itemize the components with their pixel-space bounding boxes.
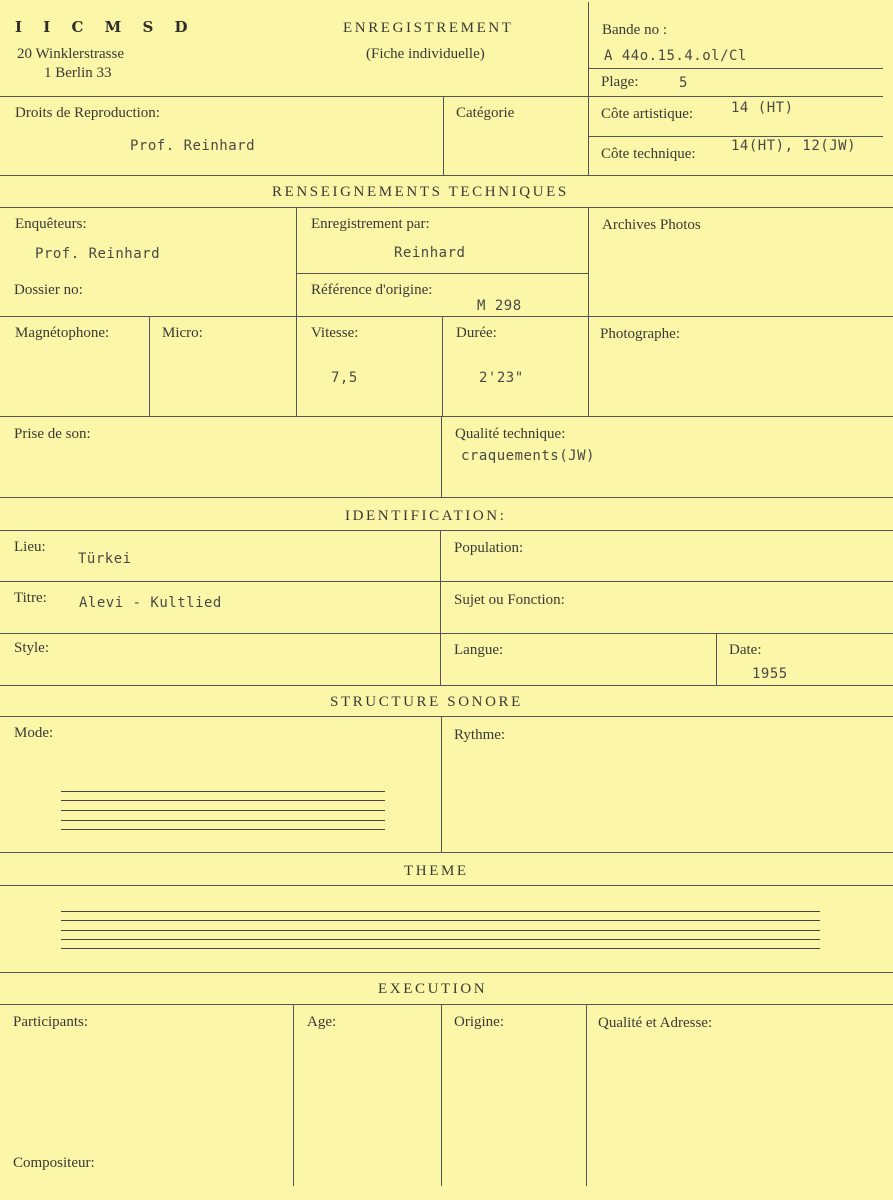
section-title-theme: THEME	[404, 863, 469, 879]
divider	[443, 96, 444, 175]
section-title-technical: RENSEIGNEMENTS TECHNIQUES	[272, 184, 569, 200]
cote-technique-label: Côte technique:	[601, 146, 696, 162]
qualite-technique-label: Qualité technique:	[455, 426, 566, 442]
divider	[0, 1004, 893, 1005]
staff-line	[61, 810, 385, 811]
style-label: Style:	[14, 640, 50, 656]
divider	[0, 852, 893, 853]
staff-line	[61, 829, 385, 830]
vitesse-label: Vitesse:	[311, 325, 359, 341]
divider	[441, 1004, 442, 1186]
divider	[149, 316, 150, 417]
divider	[442, 316, 443, 417]
section-title-structure: STRUCTURE SONORE	[330, 694, 523, 710]
staff-line	[61, 920, 820, 921]
micro-label: Micro:	[162, 325, 203, 341]
divider	[0, 972, 893, 973]
archives-photos-label: Archives Photos	[602, 217, 701, 233]
divider	[588, 136, 883, 137]
mode-label: Mode:	[14, 725, 54, 741]
duree-value: 2'23"	[479, 370, 524, 386]
vitesse-value: 7,5	[331, 370, 358, 386]
divider	[296, 207, 297, 417]
plage-label: Plage:	[601, 74, 639, 90]
divider	[0, 633, 893, 634]
droits-value: Prof. Reinhard	[130, 138, 256, 154]
titre-value: Alevi - Kultlied	[79, 595, 222, 611]
rythme-label: Rythme:	[454, 727, 506, 743]
bande-label: Bande no :	[602, 22, 667, 38]
divider	[296, 273, 588, 274]
divider	[440, 530, 441, 686]
section-title-identification: IDENTIFICATION:	[345, 508, 507, 524]
cote-artistique-value: 14 (HT)	[731, 100, 794, 116]
divider	[0, 175, 893, 176]
age-label: Age:	[307, 1014, 337, 1030]
divider	[0, 685, 893, 686]
divider	[0, 416, 893, 417]
date-label: Date:	[729, 642, 762, 658]
date-value: 1955	[752, 666, 788, 682]
institute-logo: I I C M S D	[15, 18, 196, 36]
population-label: Population:	[454, 540, 524, 556]
address-line-1: 20 Winklerstrasse	[17, 46, 125, 62]
staff-line	[61, 930, 820, 931]
divider	[716, 633, 717, 686]
form-subtitle: (Fiche individuelle)	[366, 46, 485, 62]
divider	[588, 68, 883, 69]
reference-value: M 298	[477, 298, 522, 314]
prise-de-son-label: Prise de son:	[14, 426, 91, 442]
cote-technique-value: 14(HT), 12(JW)	[731, 138, 857, 154]
divider	[588, 207, 589, 417]
qualite-technique-value: craquements(JW)	[461, 448, 595, 464]
participants-label: Participants:	[13, 1014, 88, 1030]
sujet-label: Sujet ou Fonction:	[454, 592, 565, 608]
droits-label: Droits de Reproduction:	[15, 105, 160, 121]
divider	[0, 207, 893, 208]
langue-label: Langue:	[454, 642, 504, 658]
section-title-execution: EXECUTION	[378, 981, 488, 997]
titre-label: Titre:	[14, 590, 47, 606]
form-title: ENREGISTREMENT	[343, 20, 514, 36]
staff-line	[61, 948, 820, 949]
magnetophone-label: Magnétophone:	[15, 325, 110, 341]
enregistrement-par-value: Reinhard	[394, 245, 466, 261]
divider	[0, 497, 893, 498]
plage-value: 5	[679, 75, 688, 91]
enqueteurs-label: Enquêteurs:	[15, 216, 87, 232]
divider	[0, 885, 893, 886]
reference-label: Référence d'origine:	[311, 282, 433, 298]
divider	[0, 316, 893, 317]
photographe-label: Photographe:	[600, 326, 680, 342]
duree-label: Durée:	[456, 325, 497, 341]
staff-line	[61, 820, 385, 821]
divider	[0, 96, 588, 97]
staff-line	[61, 911, 820, 912]
divider	[441, 416, 442, 498]
divider	[0, 530, 893, 531]
origine-label: Origine:	[454, 1014, 504, 1030]
divider	[293, 1004, 294, 1186]
divider	[0, 716, 893, 717]
categorie-label: Catégorie	[456, 105, 515, 121]
divider	[588, 96, 883, 97]
compositeur-label: Compositeur:	[13, 1155, 95, 1171]
divider	[0, 581, 893, 582]
lieu-label: Lieu:	[14, 539, 46, 555]
qualite-adresse-label: Qualité et Adresse:	[598, 1015, 713, 1031]
staff-line	[61, 800, 385, 801]
enregistrement-par-label: Enregistrement par:	[311, 216, 430, 232]
dossier-label: Dossier no:	[14, 282, 83, 298]
staff-line	[61, 791, 385, 792]
divider	[588, 2, 589, 175]
cote-artistique-label: Côte artistique:	[601, 106, 694, 122]
divider	[441, 716, 442, 853]
lieu-value: Türkei	[78, 551, 132, 567]
divider	[586, 1004, 587, 1186]
enqueteurs-value: Prof. Reinhard	[35, 246, 161, 262]
bande-value: A 44o.15.4.ol/Cl	[604, 48, 747, 64]
address-line-2: 1 Berlin 33	[44, 65, 112, 81]
staff-line	[61, 939, 820, 940]
